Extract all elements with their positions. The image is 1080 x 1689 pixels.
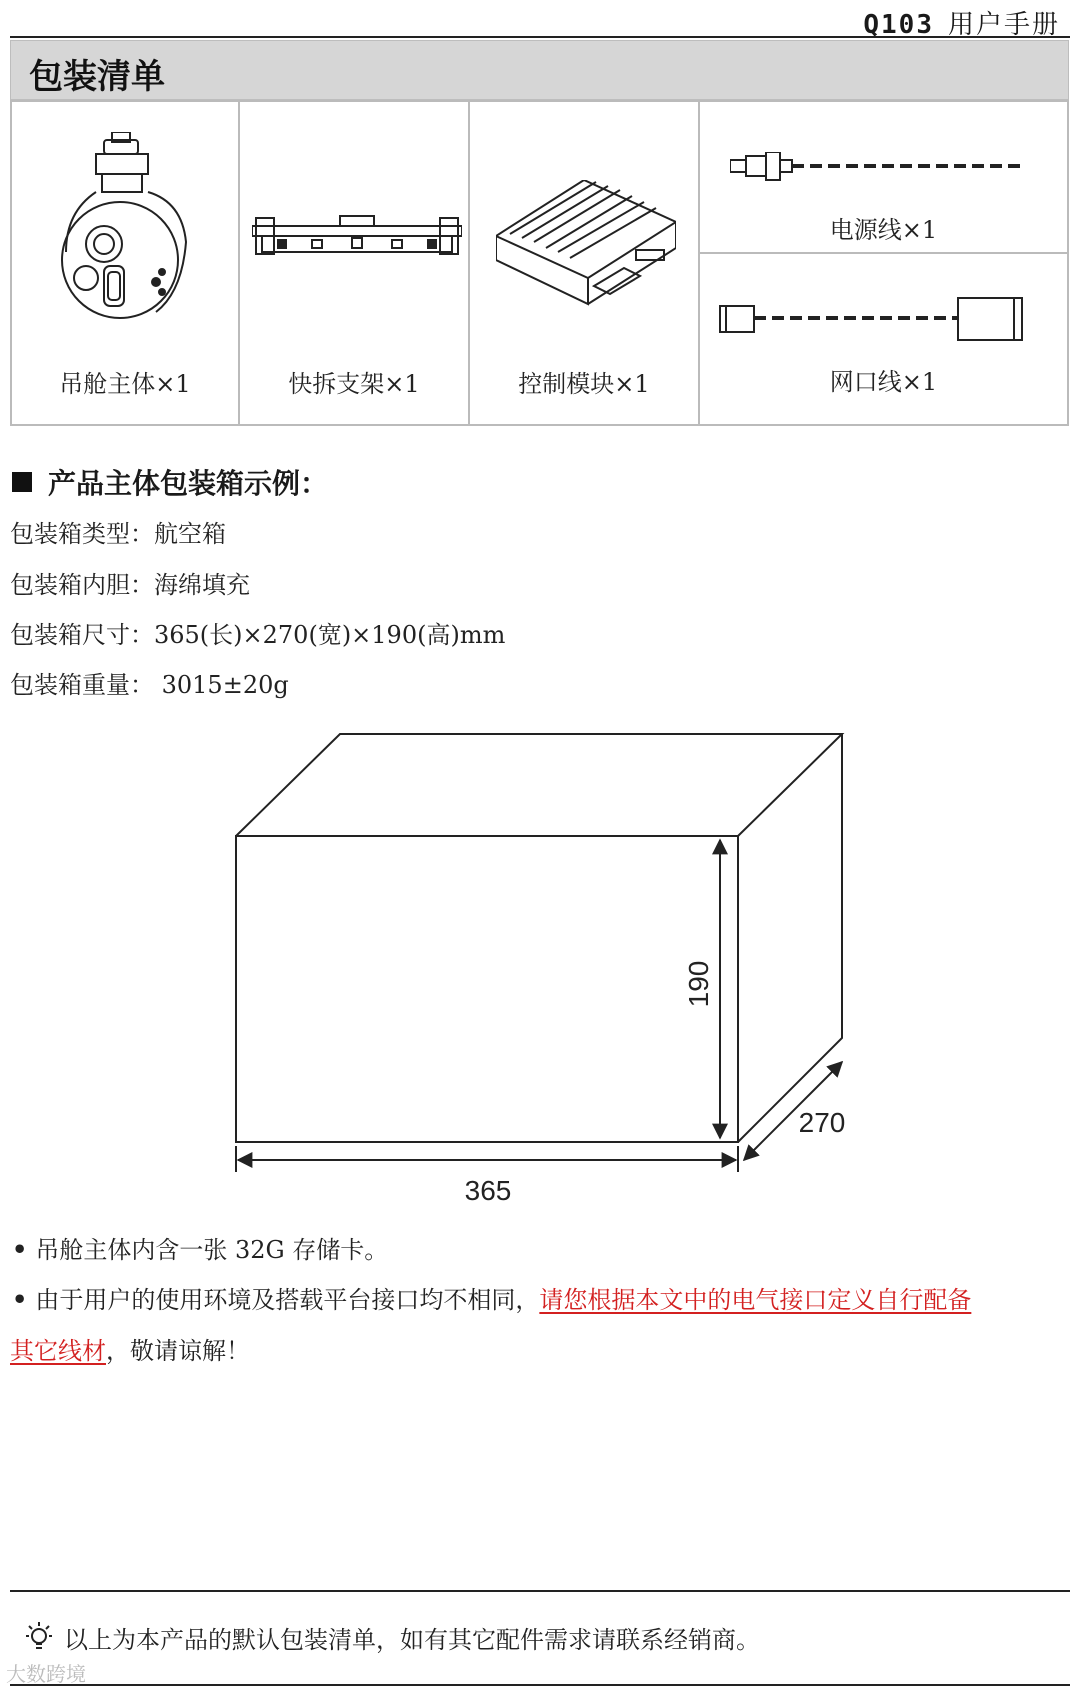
lightbulb-icon [24, 1622, 54, 1660]
item-label-bracket: 快拆支架×1 [288, 370, 420, 398]
control-module-icon [496, 180, 676, 310]
model-number: Q103 [863, 10, 934, 40]
item-label-control: 控制模块×1 [518, 370, 650, 398]
item-cell-ethernet-cable [698, 252, 1069, 426]
length-label: 365 [464, 1175, 512, 1206]
square-bullet-icon [12, 472, 32, 492]
spec-box-lining: 包装箱内胆：海绵填充 [10, 571, 250, 599]
box-side-face [738, 734, 842, 1142]
footer-note [24, 1620, 760, 1660]
item-label-gimbal: 吊舱主体×1 [59, 370, 191, 398]
box-front-face [236, 836, 738, 1142]
box-top-face [236, 734, 842, 836]
item-cell-bracket [238, 100, 470, 426]
document-title: 用户手册 [947, 10, 1060, 40]
item-label-power-cable: 电源线×1 [829, 216, 938, 244]
item-cell-control [468, 100, 700, 426]
width-label: 270 [798, 1107, 846, 1138]
spec-box-size: 包装箱尺寸：365(长)×270(宽)×190(高)mm [10, 621, 506, 649]
power-cable-icon [730, 152, 1030, 182]
box-dimension-diagram [0, 720, 1080, 1220]
bullet-dot: • [12, 1235, 28, 1264]
item-cell-gimbal [10, 100, 240, 426]
box-heading-text: 产品主体包装箱示例： [48, 467, 329, 500]
spec-box-type: 包装箱类型：航空箱 [10, 520, 226, 548]
watermark: 大数跨境 [6, 1662, 86, 1686]
quick-release-bracket-icon [252, 212, 462, 272]
ethernet-cable-icon [718, 296, 1048, 346]
footer-divider-top [10, 1590, 1070, 1592]
highlight-link-continued[interactable]: 其它线材 [10, 1337, 106, 1365]
packing-list-grid [10, 100, 1069, 426]
header-divider [10, 36, 1070, 38]
height-label: 190 [683, 960, 714, 1008]
item-label-ethernet-cable: 网口线×1 [829, 368, 938, 396]
note-cables-line1: • 由于用户的使用环境及搭载平台接口均不相同，请您根据本文中的电气接口定义自行配备 [12, 1285, 972, 1314]
footer-divider-bottom [10, 1684, 1070, 1686]
note-storage-card: • 吊舱主体内含一张 32G 存储卡。 [12, 1235, 389, 1264]
box-section-heading [12, 462, 328, 502]
item-cell-power-cable [698, 100, 1069, 254]
spec-box-weight: 包装箱重量： 3015±20g [10, 671, 289, 699]
highlight-link[interactable]: 请您根据本文中的电气接口定义自行配备 [539, 1286, 972, 1314]
section-title-bar [10, 40, 1069, 100]
note-cables-line2: 其它线材，敬请谅解！ [10, 1337, 250, 1365]
footer-note-text: 以上为本产品的默认包装清单，如有其它配件需求请联系经销商。 [64, 1626, 760, 1654]
bullet-dot: • [12, 1285, 28, 1314]
gimbal-pod-icon [52, 132, 192, 332]
section-title: 包装清单 [29, 57, 165, 97]
